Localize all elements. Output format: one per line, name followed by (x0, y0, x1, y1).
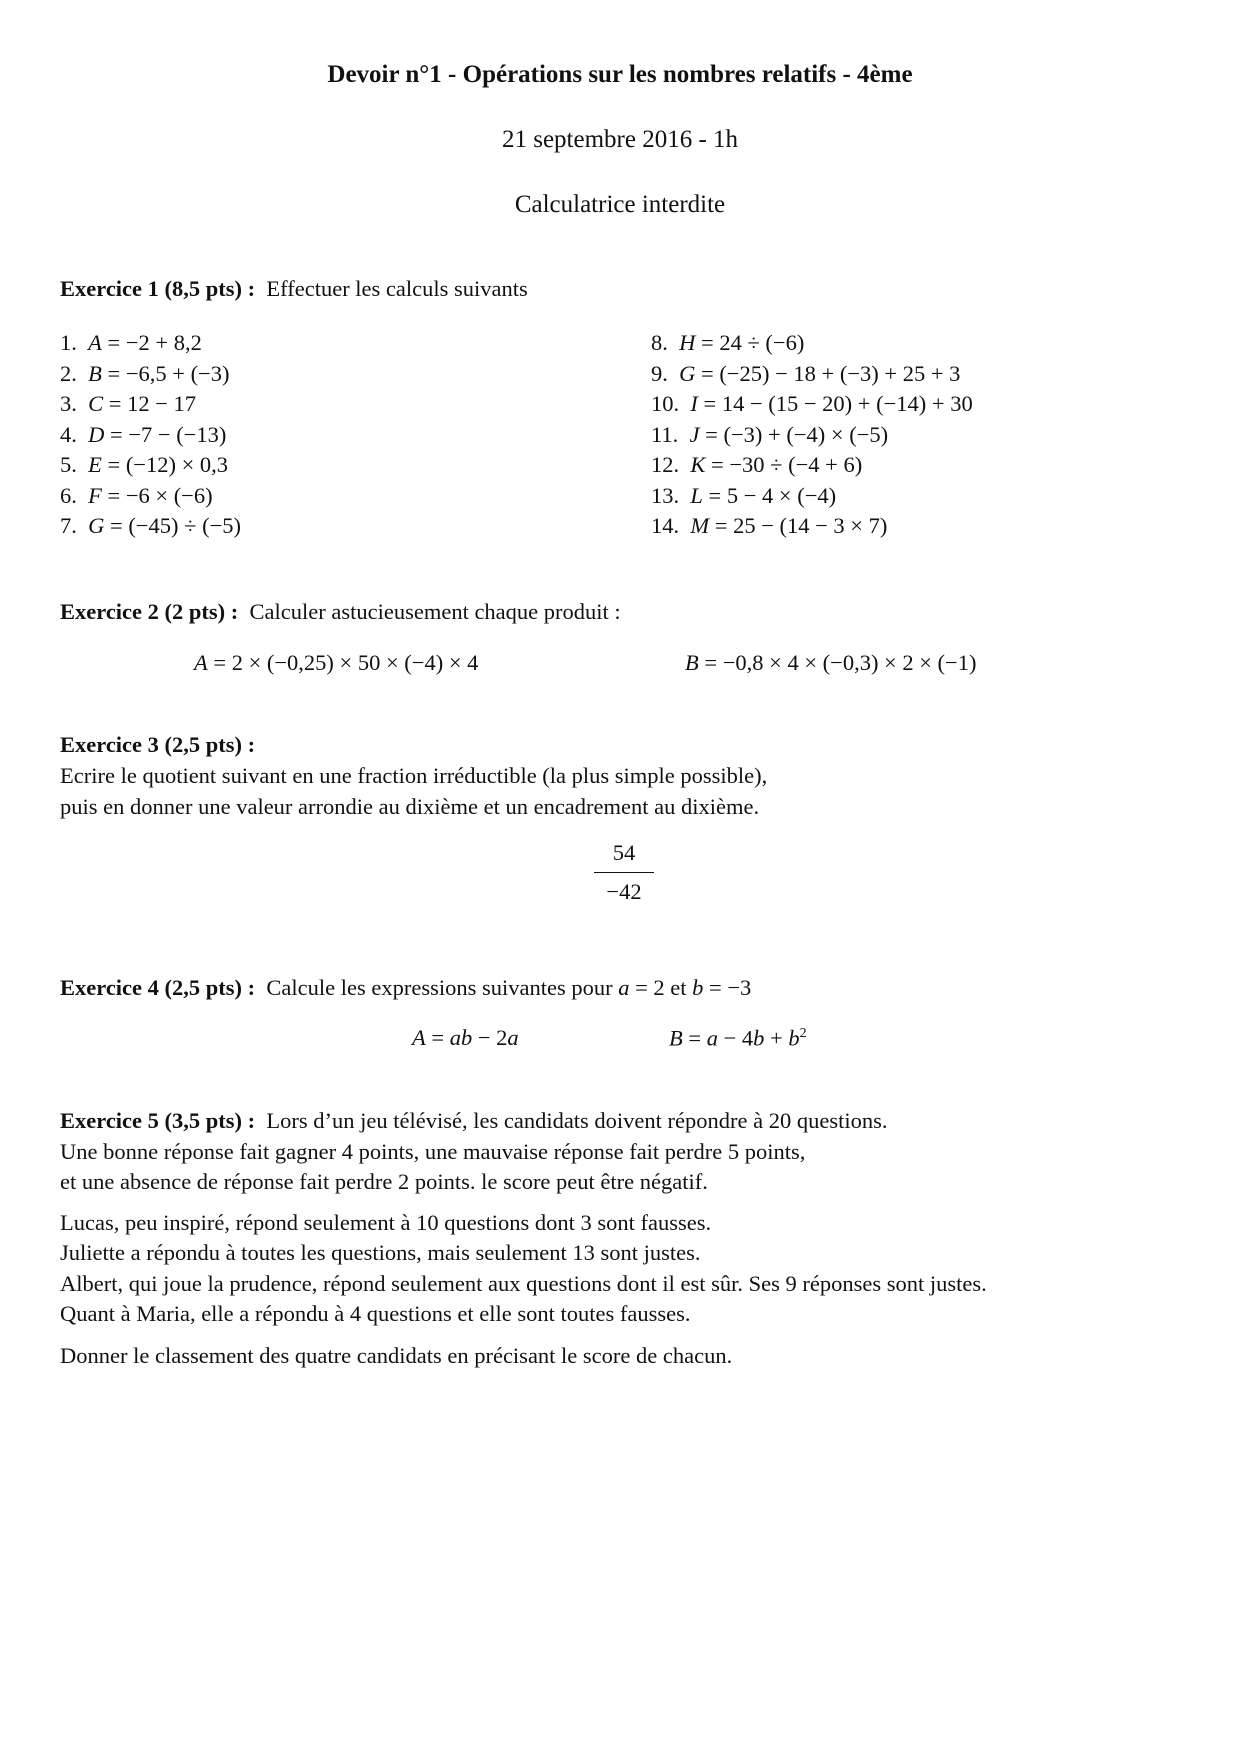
calculation-item (651, 454, 862, 477)
exercise-4-instruction: Calcule les expressions suivantes pour (266, 975, 619, 1000)
exercise-5-line: Albert, qui joue la prudence, répond seulement aux questions dont il est sûr. Ses 9 réponses sont justes. (60, 1271, 987, 1296)
val: = 2 et (629, 975, 693, 1000)
exercise-5-line: Lucas, peu inspiré, répond seulement à 10 questions dont 3 sont fausses. (60, 1210, 712, 1235)
calculation-item (651, 393, 973, 416)
item-expression: = 14 − (15 − 20) + (−14) + 30 (697, 391, 973, 416)
exercise-4-heading: Exercice 4 (2,5 pts) : (60, 975, 256, 1000)
calculation-item (60, 515, 241, 538)
item-expression: = −6,5 + (−3) (101, 360, 230, 386)
exercise-2-header (60, 601, 621, 624)
exercise-3-line-1: Ecrire le quotient suivant en une fraction irréductible (la plus simple possible), (60, 763, 768, 788)
var: a (618, 975, 630, 1000)
exercise-5-line: Une bonne réponse fait gagner 4 points, une mauvaise réponse fait perdre 5 points, (60, 1139, 806, 1164)
exercise-5-question: Donner le classement des quatre candidats en précisant le score de chacun. (60, 1343, 733, 1368)
item-variable: H (679, 330, 696, 355)
item-variable: J (689, 421, 700, 447)
calculation-item (651, 482, 837, 508)
item-expression: = −7 − (−13) (104, 421, 227, 447)
document-date: 21 septembre 2016 - 1h (501, 126, 739, 153)
item-expression: = 5 − 4 × (−4) (702, 482, 837, 508)
var: A (194, 650, 208, 675)
item-number: 5. (60, 452, 77, 477)
exercise-4-expression-a (412, 1027, 519, 1050)
exercise-5-heading: Exercice 5 (3,5 pts) : (60, 1108, 256, 1133)
item-number: 14. (651, 513, 680, 538)
exercise-3-line-2: puis en donner une valeur arrondie au dixième et un encadrement au dixième. (60, 794, 760, 819)
exercise-5-header (60, 1110, 888, 1133)
calculator-note: Calculatrice interdite (514, 191, 726, 218)
expr: = −0,8 × 4 × (−0,3) × 2 × (−1) (698, 650, 977, 675)
calculation-item (651, 515, 887, 538)
item-variable: D (88, 421, 105, 447)
exercise-2-expression-a (194, 652, 478, 675)
exercise-5-line: et une absence de réponse fait perdre 2 points. le score peut être négatif. (60, 1169, 708, 1194)
item-variable: C (88, 391, 104, 416)
item-number: 10. (651, 391, 680, 416)
exercise-4-expression-b (669, 1027, 807, 1050)
item-number: 1. (60, 330, 77, 355)
var: A (412, 1025, 426, 1050)
exercise-2-expression-b (685, 652, 976, 675)
item-variable: E (88, 452, 102, 477)
exercise-5-line: Quant à Maria, elle a répondu à 4 questions et elle sont toutes fausses. (60, 1301, 691, 1326)
t: b (788, 1025, 800, 1051)
fraction-denominator: −42 (606, 879, 642, 904)
item-number: 3. (60, 391, 77, 416)
item-expression: = (−12) × 0,3 (101, 452, 229, 477)
item-number: 7. (60, 513, 77, 538)
calculation-item (60, 393, 196, 416)
item-expression: = (−3) + (−4) × (−5) (699, 421, 889, 447)
exercise-5-line: Lors d’un jeu télévisé, les candidats doivent répondre à 20 questions. (266, 1108, 888, 1133)
item-variable: G (88, 513, 105, 538)
calculation-item (60, 482, 213, 508)
calculation-item (651, 332, 804, 355)
item-number: 9. (651, 360, 668, 386)
calculation-item (60, 332, 202, 355)
item-expression: = (−25) − 18 + (−3) + 25 + 3 (695, 360, 961, 386)
item-variable: I (690, 391, 698, 416)
t: a (706, 1025, 718, 1051)
t: = (682, 1025, 707, 1051)
item-number: 6. (60, 482, 77, 508)
exercise-1-header (60, 278, 528, 301)
exercise-1-instruction: Effectuer les calculs suivants (266, 276, 528, 301)
exponent: 2 (799, 1026, 807, 1041)
calculation-item (60, 421, 227, 447)
fraction (594, 840, 654, 905)
val: = −3 (703, 975, 752, 1000)
exercise-4-header (60, 977, 751, 1000)
var: b (692, 975, 704, 1000)
item-number: 8. (651, 330, 668, 355)
item-expression: = −6 × (−6) (101, 482, 213, 508)
t: + (764, 1025, 789, 1051)
item-variable: L (690, 482, 703, 508)
var: B (669, 1025, 683, 1051)
item-expression: = 25 − (14 − 3 × 7) (709, 513, 888, 538)
var: B (685, 650, 699, 675)
exercise-2-heading: Exercice 2 (2 pts) : (60, 599, 239, 624)
calculation-item (60, 454, 228, 477)
t: b (753, 1025, 765, 1051)
item-number: 12. (651, 452, 680, 477)
item-variable: F (88, 482, 102, 508)
calculation-item (60, 360, 230, 386)
document-title: Devoir n°1 - Opérations sur les nombres relatifs - 4ème (327, 61, 913, 88)
calculation-item (651, 360, 961, 386)
calculation-item (651, 421, 889, 447)
item-number: 13. (651, 482, 680, 508)
item-variable: K (690, 452, 706, 477)
exercise-2-instruction: Calculer astucieusement chaque produit : (249, 599, 621, 624)
t: − 2 (472, 1025, 508, 1050)
t: − 4 (717, 1025, 754, 1051)
item-expression: = 24 ÷ (−6) (695, 330, 805, 355)
item-number: 2. (60, 360, 77, 386)
item-expression: = −30 ÷ (−4 + 6) (705, 452, 863, 477)
exercise-3-heading: Exercice 3 (2,5 pts) : (60, 732, 256, 757)
item-expression: = −2 + 8,2 (101, 330, 202, 355)
item-variable: M (690, 513, 710, 538)
exercise-5-line: Juliette a répondu à toutes les questions, mais seulement 13 sont justes. (60, 1240, 701, 1265)
item-expression: = 12 − 17 (103, 391, 197, 416)
exercise-1-heading: Exercice 1 (8,5 pts) : (60, 276, 256, 301)
expr: = 2 × (−0,25) × 50 × (−4) × 4 (207, 650, 479, 675)
item-expression: = (−45) ÷ (−5) (104, 513, 242, 538)
item-number: 11. (651, 421, 679, 447)
t: = (425, 1025, 450, 1050)
fraction-numerator: 54 (594, 840, 654, 873)
item-variable: B (88, 360, 102, 386)
item-variable: G (679, 360, 696, 386)
item-variable: A (88, 330, 102, 355)
item-number: 4. (60, 421, 77, 447)
t: a (507, 1025, 519, 1050)
t: ab (449, 1025, 473, 1050)
